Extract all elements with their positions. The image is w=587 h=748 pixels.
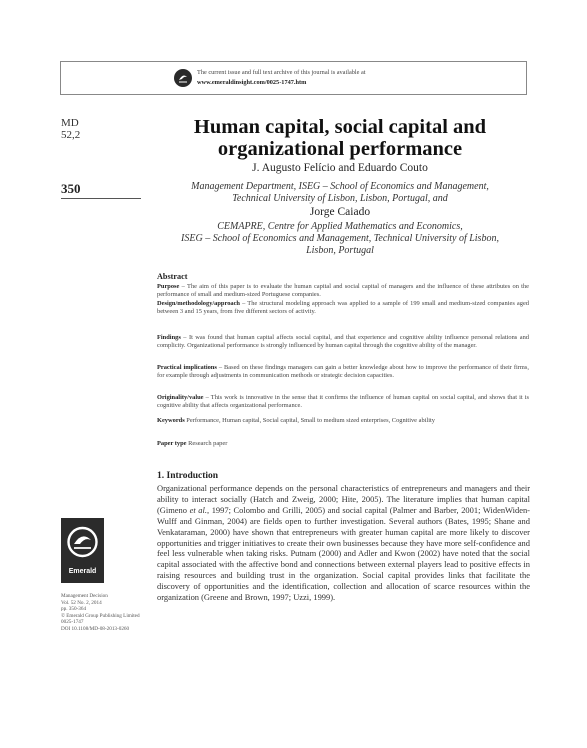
emerald-publisher-logo xyxy=(61,518,104,583)
journal-header-box xyxy=(60,61,527,95)
archive-notice: The current issue and full text archive of this journal is available at xyxy=(197,69,366,76)
meta-line: 0025-1747 xyxy=(61,619,84,626)
abstract-originality xyxy=(157,394,529,410)
emerald-logo-icon xyxy=(174,69,192,87)
introduction-paragraph xyxy=(157,483,530,603)
author-names-2: Jorge Caiado xyxy=(309,206,371,218)
findings-label: Findings xyxy=(157,334,181,341)
affiliation-1-line-1: Management Department, ISEG – School of Economics and Management, xyxy=(191,181,489,192)
emerald-wordmark: Emerald xyxy=(68,568,97,575)
affiliation-2-line-1: CEMAPRE, Centre for Applied Mathematics and Economics, xyxy=(217,221,463,232)
intro-text-2: , 1997; Colombo and Grilli, 2005) and social capital (Palmer and Barber, 2001; WidenWiden-Wulff and Ginman, 2004) are fields open to further investigation. Several authors (Bates, 1995; Shane and Venkataraman, 2000) have shown that entrepreneurs with greater human capital are more likely to discover opportunities and trigger initiatives to create their own businesses because they have more self-confidence and feel less vulnerable when taking risks. Putnam (2000) and Adler and Kwon (2002) have noted that the social capital associated with the affective bond and connections between external players lead to positive effects in raising resources and building trust in the organization. Social capital provides links that facilitate the discovery of opportunities and the identification, collection and allocation of scarce resources within the organization (Greene and Brown, 1997; Uzzi, 1999). xyxy=(157,504,530,603)
volume-issue: 52,2 xyxy=(61,129,81,141)
intro-text-italic: et al. xyxy=(189,504,207,515)
author-names-1: J. Augusto Felício and Eduardo Couto xyxy=(252,162,428,174)
abstract-heading: Abstract xyxy=(157,272,188,281)
originality-text: – This work is innovative in the sense that it confirms the influence of human capital on social capital, and shows that it is cognitive ability that affects organizational performance. xyxy=(157,394,529,409)
keywords-text: Performance, Human capital, Social capital, Small to medium sized enterprises, Cognitive ability xyxy=(184,417,435,424)
title-line-2: organizational performance xyxy=(217,138,463,160)
purpose-text: – The aim of this paper is to evaluate the human capital and social capital of managers and the influence of these attributes on the performance of small and medium-sized Portuguese companies. xyxy=(157,283,529,298)
meta-line: DOI 10.1108/MD-08-2013-0260 xyxy=(61,625,130,632)
affiliation-2-line-2: ISEG – School of Economics and Management, Technical University of Lisbon, xyxy=(181,233,499,244)
abstract-findings xyxy=(157,334,529,350)
practical-label: Practical implications xyxy=(157,364,217,371)
design-label: Design/methodology/approach xyxy=(157,300,240,307)
journal-volume xyxy=(61,117,80,141)
meta-line: pp. 350-364 xyxy=(61,606,87,613)
meta-line: Vol. 52 No. 2, 2014 xyxy=(61,599,102,606)
journal-code: MD xyxy=(61,117,79,129)
findings-text: – It was found that human capital affects social capital, and that experience and cognitive ability influence personal relations and complicity. Organizational performance is strongly influenced by human capital through the cognitive ability of the manager. xyxy=(157,334,529,349)
affiliation-2-line-3: Lisbon, Portugal xyxy=(306,245,374,256)
meta-line: © Emerald Group Publishing Limited xyxy=(61,612,140,619)
abstract-purpose xyxy=(157,283,529,299)
practical-text: – Based on these findings managers can gain a better knowledge about how to improve the performance of their firms, for example through adjustments in communication methods or strategic decision capacities. xyxy=(157,364,529,379)
purpose-label: Purpose xyxy=(157,283,180,290)
page-number: 350 xyxy=(61,181,81,196)
design-text: – The structural modeling approach was applied to a sample of 199 small and medium-sized companies aged between 3 and 15 years, from five different sectors of activity. xyxy=(157,300,529,315)
abstract-keywords xyxy=(157,417,477,425)
meta-line: Management Decision xyxy=(61,593,108,599)
abstract-paper-type xyxy=(157,440,529,448)
intro-text-1: Organizational performance depends on the personal characteristics of entrepreneurs and managers and their ability to interact socially (Hatch and Zweig, 2000; Hite, 2005). The literature implies that human capital (Gimeno xyxy=(157,483,530,515)
affiliation-1-line-2: Technical University of Lisbon, Lisbon, Portugal, and xyxy=(232,193,448,204)
article-title xyxy=(150,116,530,160)
abstract-design xyxy=(157,300,529,316)
keywords-label: Keywords xyxy=(157,417,185,424)
originality-label: Originality/value xyxy=(157,394,204,401)
publication-metadata xyxy=(61,593,140,633)
paper-type-label: Paper type xyxy=(157,440,187,447)
journal-url-link[interactable]: www.emeraldinsight.com/0025-1747.htm xyxy=(197,79,307,86)
abstract-practical xyxy=(157,364,529,380)
paper-type-text: Research paper xyxy=(186,440,228,447)
section-heading-introduction: 1. Introduction xyxy=(157,471,219,481)
title-line-1: Human capital, social capital and xyxy=(193,116,487,138)
side-divider xyxy=(61,198,141,199)
